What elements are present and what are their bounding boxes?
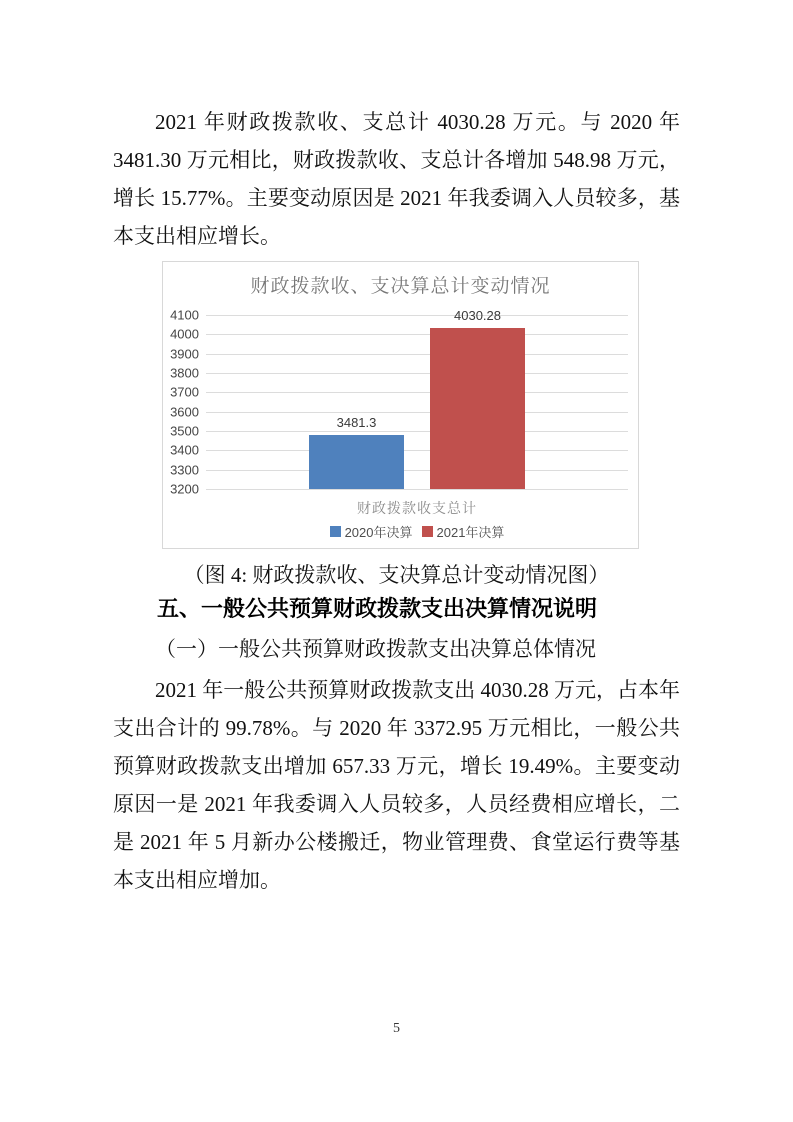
y-axis-tick-label: 3300 [170, 462, 199, 478]
gridline [206, 334, 628, 335]
y-axis-tick-label: 3700 [170, 384, 199, 400]
y-axis-tick-label: 3600 [170, 404, 199, 420]
chart-title: 财政拨款收、支决算总计变动情况 [250, 276, 551, 297]
bar-series-0 [309, 435, 404, 489]
gridline [206, 412, 628, 413]
y-axis-tick-label: 3200 [170, 481, 199, 497]
y-axis-tick-label: 3900 [170, 346, 199, 362]
y-axis [163, 307, 199, 497]
gridline [206, 315, 628, 316]
gridline [206, 450, 628, 451]
figure-caption: （图 4: 财政拨款收、支决算总计变动情况图） [183, 563, 610, 587]
y-axis-tick-label: 4100 [170, 307, 199, 323]
y-axis-tick-label: 3500 [170, 423, 199, 439]
legend-label: 2020年决算 [344, 525, 413, 540]
legend-swatch-icon [422, 526, 433, 537]
gridline [206, 489, 628, 490]
bar-data-label: 3481.3 [336, 414, 377, 430]
section-heading: 五、一般公共预算财政拨款支出决算情况说明 [157, 596, 598, 621]
bar-chart [162, 261, 639, 549]
chart-legend [206, 522, 628, 541]
y-axis-tick-label: 3400 [170, 442, 199, 458]
legend-swatch-icon [330, 526, 341, 537]
legend-item [330, 522, 413, 541]
gridline [206, 392, 628, 393]
y-axis-tick-label: 4000 [170, 326, 199, 342]
gridline [206, 470, 628, 471]
gridline [206, 431, 628, 432]
plot-area [206, 308, 628, 489]
paragraph-budget-expenditure: 2021 年一般公共预算财政拨款支出 4030.28 万元，占本年支出合计的 99.78%。与 2020 年 3372.95 万元相比，一般公共预算财政拨款支出增加 657.33 万元，增长 19.49%。主要变动原因一是 2021 年我委调入人员较多，人员经费相应增长，二是 2021 年 5 月新办公楼搬迁，物业管理费、食堂运行费等基本支出相应增加。 [113, 678, 680, 892]
legend-item [422, 522, 505, 541]
legend-label: 2021年决算 [436, 525, 505, 540]
paragraph-fiscal-total: 2021 年财政拨款收、支总计 4030.28 万元。与 2020 年 3481.30 万元相比，财政拨款收、支总计各增加 548.98 万元，增长 15.77%。主要变动原因是 2021 年我委调入人员较多，基本支出相应增长。 [113, 110, 680, 248]
bar-series-1 [430, 328, 525, 489]
page-number: 5 [393, 1021, 400, 1036]
bar-data-label: 4030.28 [454, 308, 501, 324]
x-axis-category-label: 财政拨款收支总计 [357, 500, 477, 516]
subsection-heading: （一）一般公共预算财政拨款支出决算总体情况 [155, 637, 596, 661]
gridline [206, 354, 628, 355]
y-axis-tick-label: 3800 [170, 365, 199, 381]
gridline [206, 373, 628, 374]
